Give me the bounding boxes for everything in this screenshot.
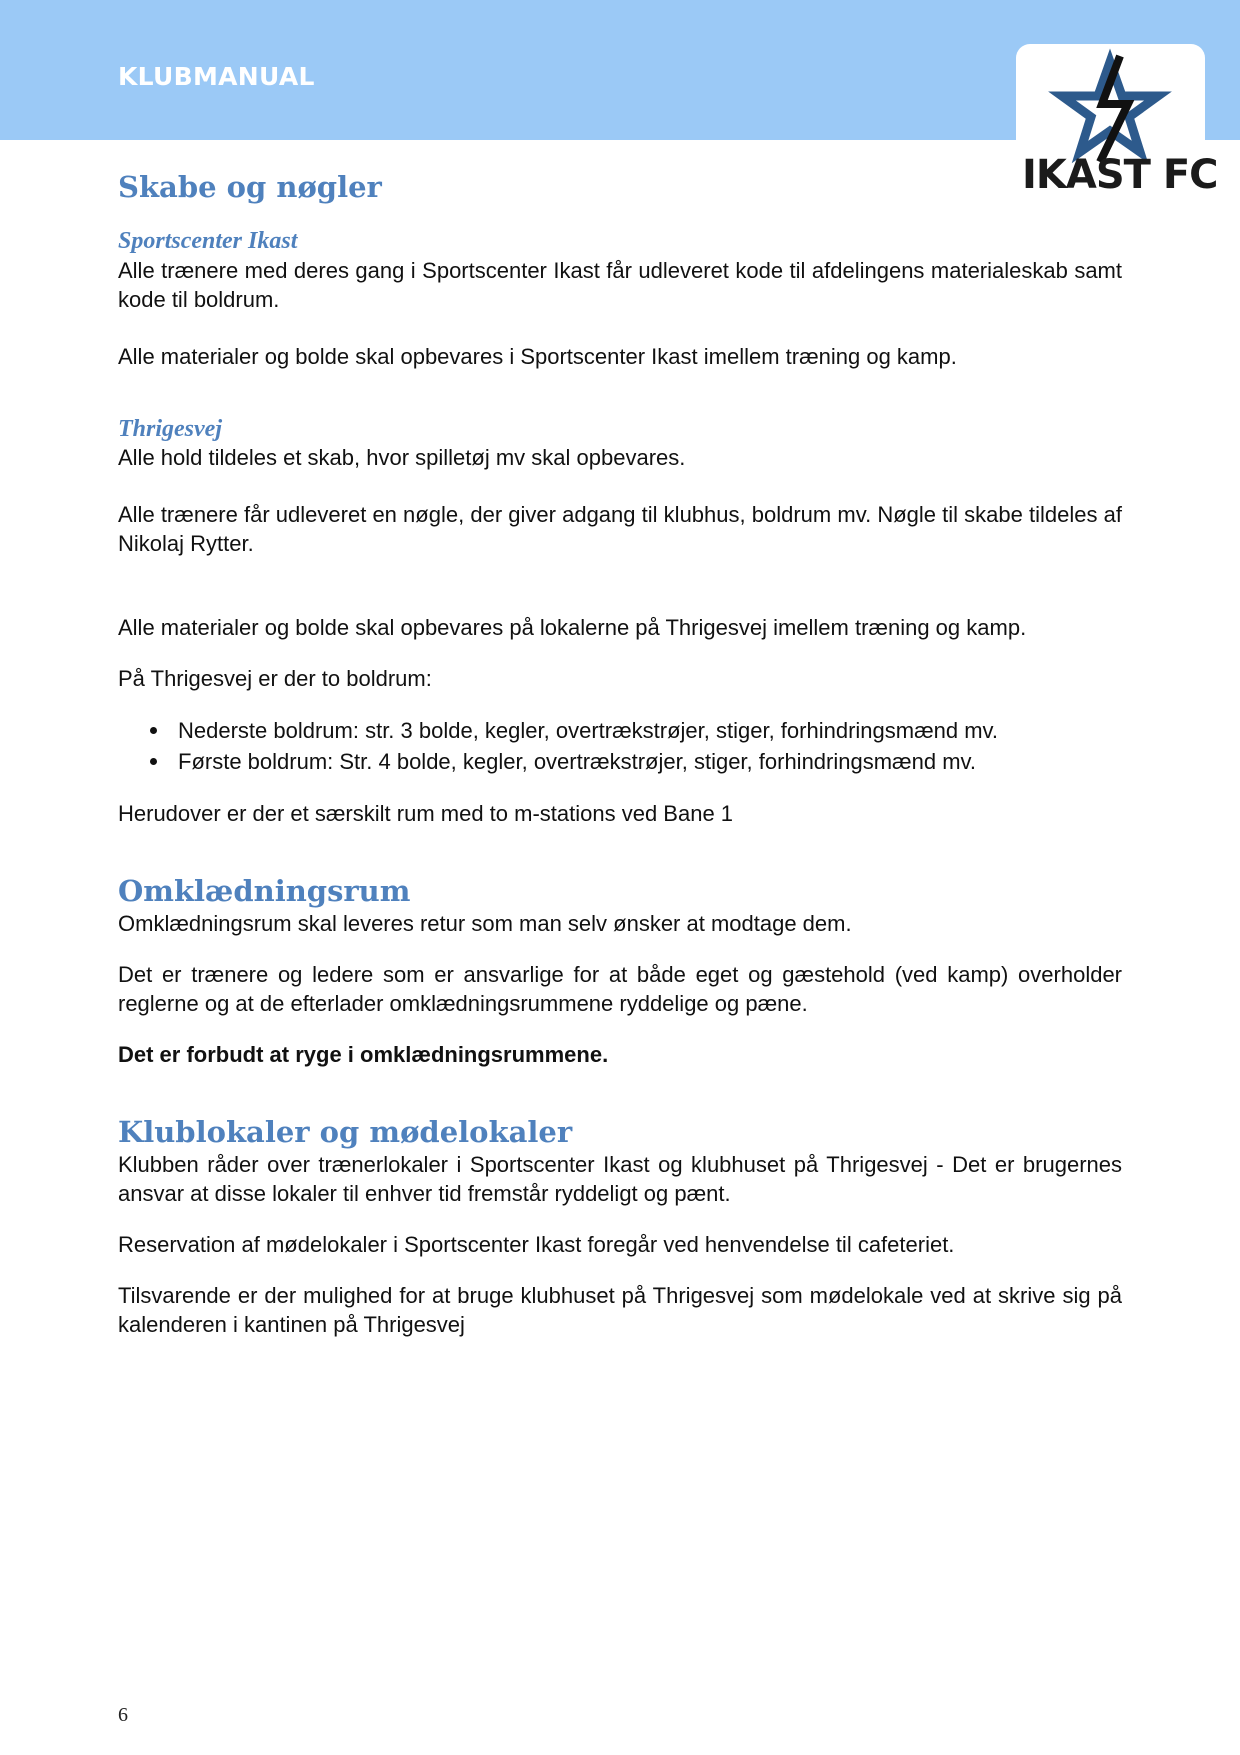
paragraph: På Thrigesvej er der to boldrum: (118, 666, 432, 692)
paragraph: Klubben råder over trænerlokaler i Sportscenter Ikast og klubhuset på Thrigesvej - Det er brugernes ansvar at disse lokaler til enhver tid fremstår ryddeligt og pænt. (118, 1151, 1122, 1206)
list-item: Nederste boldrum: str. 3 bolde, kegler, overtrækstrøjer, stiger, forhindringsmænd mv. (118, 715, 1122, 746)
subheading-sportscenter: Sportscenter Ikast (118, 227, 298, 254)
paragraph: Omklædningsrum skal leveres retur som man selv ønsker at modtage dem. (118, 911, 852, 937)
header-title: KLUBMANUAL (118, 62, 315, 91)
paragraph: Alle materialer og bolde skal opbevares på lokalerne på Thrigesvej imellem træning og kamp. (118, 615, 1027, 641)
paragraph: Alle trænere med deres gang i Sportscenter Ikast får udleveret kode til afdelingens materialeskab samt kode til boldrum. (118, 257, 1122, 312)
paragraph: Alle trænere får udleveret en nøgle, der giver adgang til klubhus, boldrum mv. Nøgle til skabe tildeles af Nikolaj Rytter. (118, 502, 1122, 557)
paragraph: Herudover er der et særskilt rum med to m-stations ved Bane 1 (118, 801, 734, 827)
paragraph: Tilsvarende er der mulighed for at bruge klubhuset på Thrigesvej som mødelokale ved at skrive sig på kalenderen i kantinen på Thrigesvej (118, 1282, 1122, 1337)
paragraph: Det er trænere og ledere som er ansvarlige for at både eget og gæstehold (ved kamp) overholder reglerne og at de efterlader omklædningsrummene ryddelige og pæne. (118, 962, 1122, 1017)
page-content (118, 170, 1122, 1339)
subheading-thrigesvej: Thrigesvej (118, 415, 222, 442)
paragraph: Alle materialer og bolde skal opbevares i Sportscenter Ikast imellem træning og kamp. (118, 343, 957, 369)
page-number: 6 (118, 1704, 128, 1726)
section-title-omklaedningsrum: Omklædningsrum (118, 874, 411, 909)
logo-text: IKAST FC (1022, 152, 1218, 198)
star-logo-icon (1016, 44, 1205, 164)
section-title-skabe: Skabe og nøgler (118, 170, 382, 204)
list-item: Første boldrum: Str. 4 bolde, kegler, overtrækstrøjer, stiger, forhindringsmænd mv. (118, 746, 1122, 777)
paragraph-bold: Det er forbudt at ryge i omklædningsrummene. (118, 1042, 609, 1068)
section-title-klublokaler: Klublokaler og mødelokaler (118, 1115, 573, 1150)
boldrum-list (118, 715, 1122, 777)
paragraph: Reservation af mødelokaler i Sportscenter Ikast foregår ved henvendelse til cafeteriet. (118, 1231, 955, 1257)
paragraph: Alle hold tildeles et skab, hvor spilletøj mv skal opbevares. (118, 445, 686, 471)
